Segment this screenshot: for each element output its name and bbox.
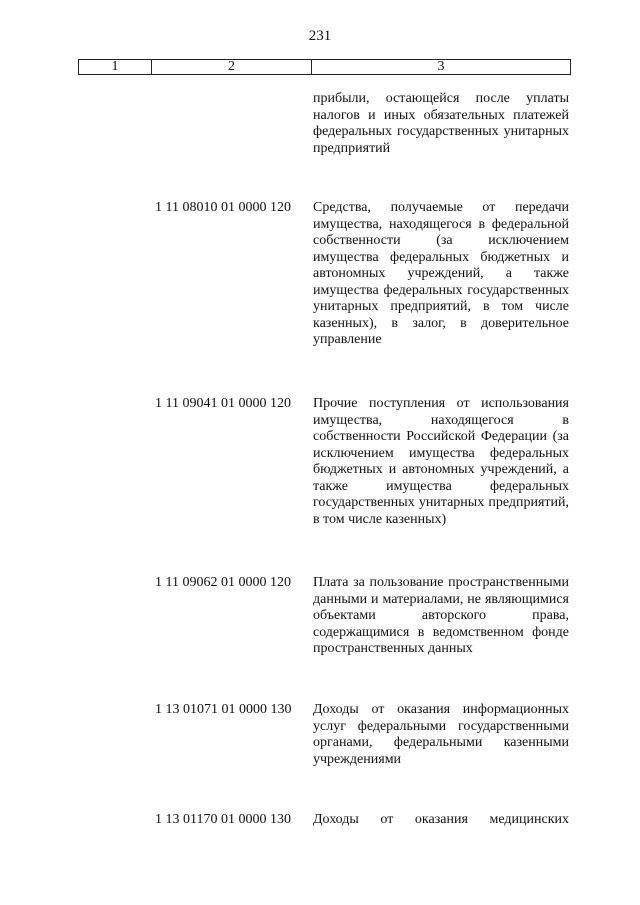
- table-header: [78, 59, 571, 75]
- row-description: [313, 575, 569, 658]
- row-description: [313, 91, 569, 157]
- header-col-3: 3: [437, 59, 445, 74]
- row-description-text: Прочие поступления от использования имущества, находящегося в собственности Российской Федерации (за исключением имущества федеральных бюджетных и автономных учреждений, а также имущества федеральных государственных унитарных предприятий, в том числе казенных): [313, 396, 569, 527]
- row-description: [313, 396, 569, 528]
- row-description-text: Средства, получаемые от передачи имущества, находящегося в федеральной собственности (за исключением имущества федеральных бюджетных и автономных учреждений, а также имущества федеральных государственных унитарных предприятий, в том числе казенных), в залог, в доверительное управление: [313, 200, 569, 347]
- row-code: 1 13 01170 01 0000 130: [155, 812, 291, 827]
- row-description-text: Доходы от оказания информационных услуг федеральными государственными органами, федеральными казенными учреждениями: [313, 702, 569, 767]
- row-code: 1 13 01071 01 0000 130: [155, 702, 292, 717]
- header-col-2: 2: [152, 60, 312, 74]
- row-code: 1 11 09062 01 0000 120: [155, 575, 291, 590]
- row-description: [313, 702, 569, 768]
- row-code: 1 11 09041 01 0000 120: [155, 396, 291, 411]
- row-description: [313, 812, 569, 829]
- row-description: [313, 200, 569, 349]
- row-code: 1 11 08010 01 0000 120: [155, 200, 291, 215]
- header-col-1: 1: [79, 60, 152, 74]
- row-description-text: прибыли, остающейся после уплаты налогов и иных обязательных платежей федеральных государственных унитарных предприятий: [313, 91, 569, 156]
- page-number: 231: [308, 28, 332, 44]
- row-description-text: Доходы от оказания медицинских: [313, 812, 569, 827]
- row-description-text: Плата за пользование пространственными данными и материалами, не являющимися объектами авторского права, содержащимися в ведомственном фонде пространственных данных: [313, 575, 569, 656]
